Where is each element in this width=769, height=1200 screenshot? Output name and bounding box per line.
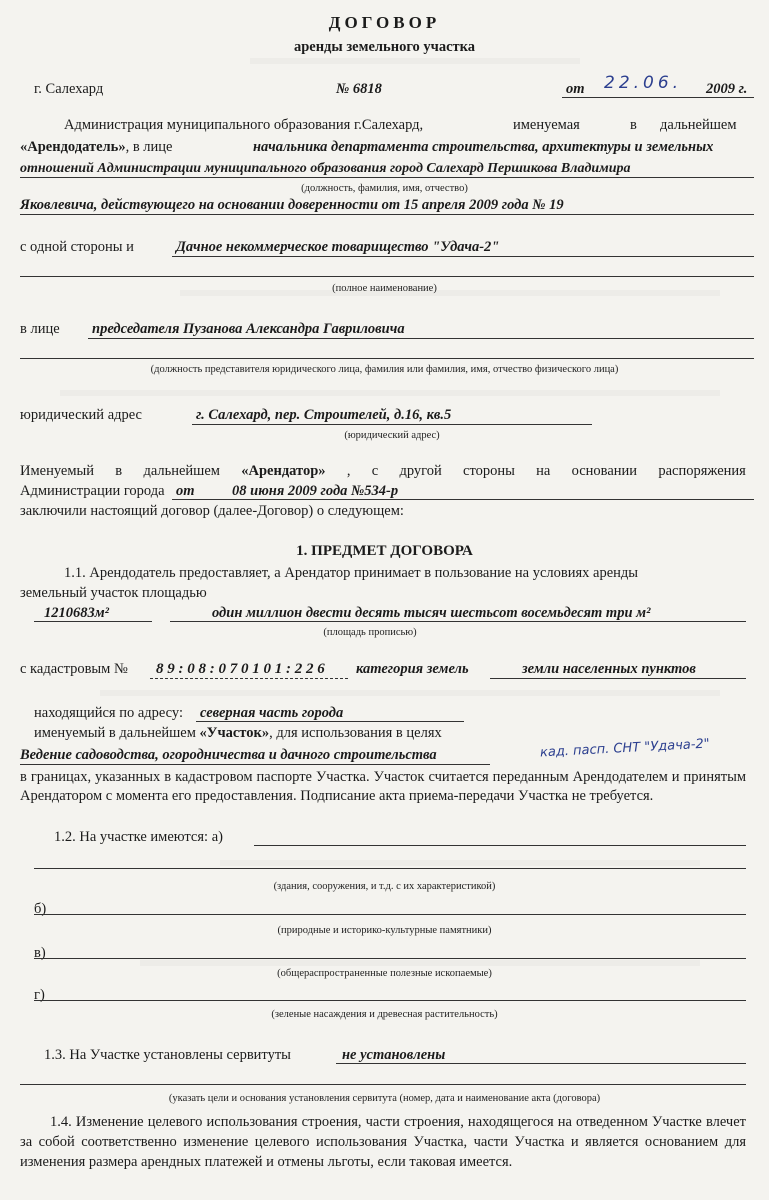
tenant-line2: Администрации города	[20, 483, 165, 499]
category-label: категория земель	[356, 661, 469, 677]
intro-line2: «Арендодатель», в лице	[20, 139, 173, 155]
cadastral-label: с кадастровым №	[20, 661, 128, 677]
purpose-label: именуемый в дальнейшем «Участок», для использования в целях	[34, 725, 442, 741]
party-name: Дачное некоммерческое товарищество "Удача-2"	[176, 239, 500, 255]
label-b: б)	[34, 901, 47, 917]
caption-b: (природные и историко-культурные памятники)	[277, 925, 492, 936]
caption-servitude: (указать цели и основания установления сервитута (номер, дата и наименование акта (договора)	[168, 1093, 601, 1104]
intro-line1: Администрация муниципального образования г.Салехард,	[64, 117, 424, 133]
document-title: ДОГОВОР	[328, 13, 441, 32]
address-label: юридический адрес	[20, 407, 142, 423]
p11-line1: 1.1. Арендодатель предоставляет, а Арендатор принимает в пользование на условиях аренды	[64, 565, 639, 581]
p12-label: 1.2. На участке имеются: а)	[54, 829, 223, 845]
caption-g: (зеленые насаждения и древесная растительность)	[271, 1009, 498, 1020]
label-v: в)	[34, 945, 46, 961]
document-subtitle: аренды земельного участка	[293, 39, 476, 55]
rep-label: в лице	[20, 321, 60, 337]
intro-line3: отношений Администрации муниципального образования город Салехард Першикова Владимира	[20, 161, 631, 176]
purpose-value: Ведение садоводства, огородничества и дачного строительства	[20, 747, 437, 763]
date-prefix: от	[566, 81, 585, 97]
p11-line2: земельный участок площадью	[20, 585, 207, 601]
p13-value: не установлены	[342, 1047, 446, 1063]
rep-value: председателя Пузанова Александра Гавриловича	[92, 321, 405, 337]
address-value: г. Салехард, пер. Строителей, д.16, кв.5	[196, 407, 452, 423]
section1-heading: 1. ПРЕДМЕТ ДОГОВОРА	[296, 543, 473, 559]
p14-text: 1.4. Изменение целевого использования строения, части строения, находящегося на отведенном Участке влечет за собой соответственно изменение целевого использования Участка, части Участка и является основанием для изменения размера арендных платежей и отмены льготы, если таковая имеется.	[20, 1114, 746, 1170]
caption-a: (здания, сооружения, и т.д. с их характеристикой)	[273, 881, 496, 892]
label-g: г)	[34, 987, 45, 1003]
caption-area: (площадь прописью)	[323, 627, 417, 638]
area-numeric: 1210683м²	[44, 605, 110, 621]
handwritten-date: 22.06.	[604, 73, 683, 93]
boundaries-text: в границах, указанных в кадастровом паспорте Участка. Участок считается переданным Арендодателем и принятым Арендатором с момента его предоставления. Подписание акта приема-передачи Участка не требуется.	[20, 769, 746, 804]
document-page: ДОГОВОР аренды земельного участка г. Салехард № 6818 от 22.06. 2009 г. Администрация муниципального образования г.Салехард, именуемая в дальнейшем «Арендодатель», в лице начальника департамента строительства, архитектуры и земельных отношений Администрации муниципального образования город Салехард Першикова Владимира (должность, фамилия, имя, отчество) Яковлевича, действующего на основании доверенности от 15 апреля 2009 года № 19 с одной стороны и Дачное некоммерческое товарищество "Удача-2" (полное наименование) в лице председателя Пузанова Александра Гавриловича (должность представителя юридического лица, фамилия или фамилия, имя, отчество физического лица) юридический адрес г. Салехард, пер. Строителей, д.16, кв.5 (юридический адрес) Именуемый в дальнейшем «Арендатор» , с другой стороны на основании распоряжения Администрации города от 08 июня 2009 года №534-р заключили настоящий договор (далее-Договор) о следующем: 1. ПРЕДМЕТ ДОГОВОРА 1.1. Арендодатель предоставляет, а Арендатор принимает в пользование на условиях аренды земельный участок площадью 1210683м² один миллион двести десять тысяч шестьсот восемьдесят три м² (площадь прописью) с кадастровым № 8 9 : 0 8 : 0 7 0 1 0 1 : 2 2 6 категория земель земли населенных пунктов находящийся по адресу: северная часть города именуемый в дальнейшем «Участок», для использования в целях Ведение садоводства, огородничества и дачного строительства кад. пасп. СНТ "Удача-2" в границах, указанных в кадастровом паспорте Участка. Участок считается переданным Арендодателем и принятым Арендатором с момента его предоставления. Подписание акта приема-передачи Участка не требуется. 1.2. На участке имеются: а) (здания, сооружения, и т.д. с их характеристикой) б) (природные и историко-культурные памятники) в) (общераспространенные полезные ископаемые) г) (зеленые насаждения и древесная растительность) 1.3. На Участке установлены сервитуты не установлены (указать цели и основания установления сервитута (номер, дата и наименование акта (договора) 1.4. Изменение целевого использования строения, части строения, находящегося на отведенном Участке влечет за собой соответственно изменение целевого использования Участка, части Участка и является основанием для изменения размера арендных платежей и отмены льготы, если таковая имеется.	[0, 0, 769, 1200]
cadastral-number: 8 9 : 0 8 : 0 7 0 1 0 1 : 2 2 6	[156, 661, 325, 677]
handwritten-note: кад. пасп. СНТ "Удача-2"	[539, 736, 711, 761]
caption-v: (общераспространенные полезные ископаемые)	[277, 968, 492, 979]
category-value: земли населенных пунктов	[522, 661, 696, 677]
p13-label: 1.3. На Участке установлены сервитуты	[44, 1047, 291, 1063]
area-words: один миллион двести десять тысяч шестьсот восемьдесят три м²	[212, 605, 651, 621]
city: г. Салехард	[34, 81, 104, 97]
contract-number: № 6818	[336, 81, 382, 97]
intro-line4: Яковлевича, действующего на основании доверенности от 15 апреля 2009 года № 19	[20, 197, 564, 213]
located-label: находящийся по адресу:	[34, 705, 184, 721]
tenant-line3: заключили настоящий договор (далее-Договор) о следующем:	[20, 503, 404, 519]
located-value: северная часть города	[200, 705, 344, 721]
caption-rep: (должность представителя юридического лица, фамилия или фамилия, имя, отчество физического лица)	[150, 364, 619, 375]
caption-name: (полное наименование)	[332, 283, 437, 294]
caption-address: (юридический адрес)	[344, 430, 440, 441]
contract-year: 2009 г.	[706, 81, 748, 97]
party-label: с одной стороны и	[20, 239, 134, 255]
caption-position: (должность, фамилия, имя, отчество)	[301, 183, 468, 194]
tenant-line1: Именуемый в дальнейшем «Арендатор» , с другой стороны на основании распоряжения	[20, 463, 746, 479]
